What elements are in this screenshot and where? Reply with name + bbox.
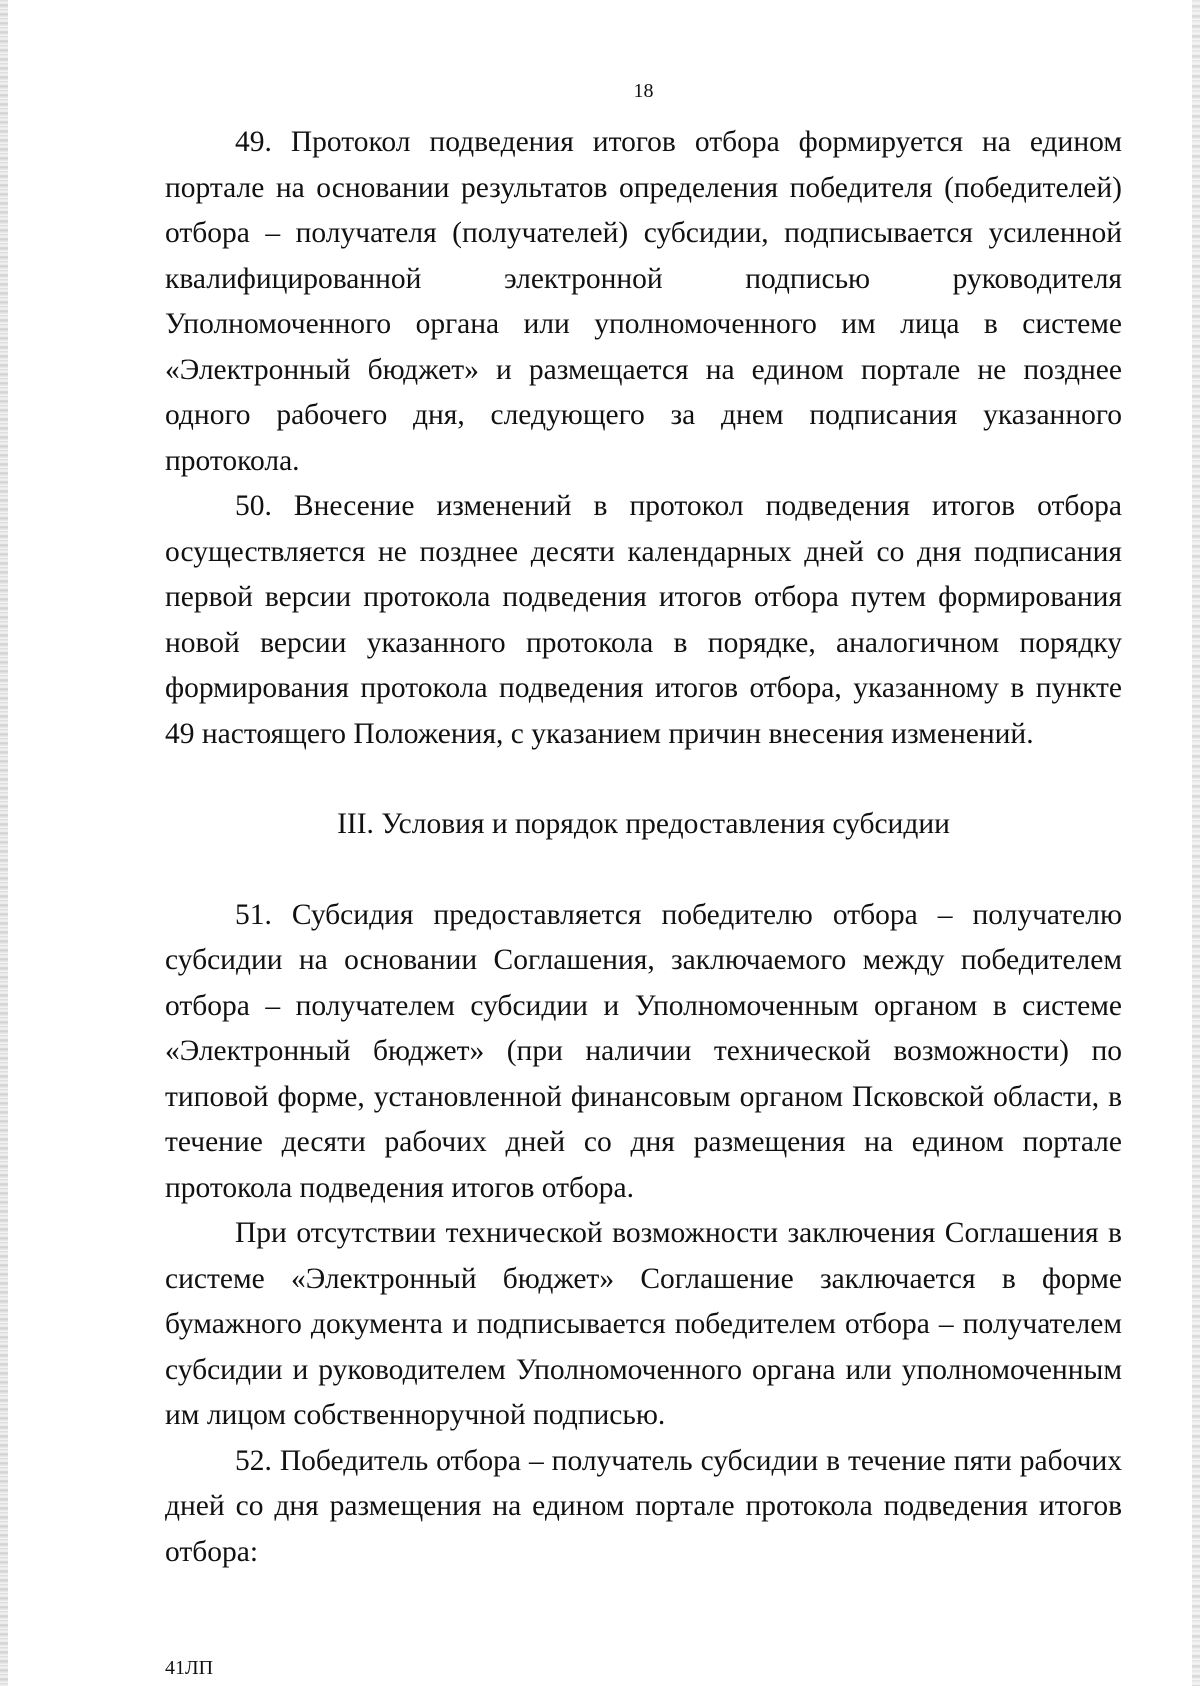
document-code: 41ЛП	[165, 1657, 214, 1679]
section-title: III. Условия и порядок предоставления субсидии	[337, 808, 950, 840]
paragraph-49: 49. Протокол подведения итогов отбора формируется на едином портале на основании результатов определения победителя (победителей) отбора – получателя (получателей) субсидии, подписывается усиленной квалифицированной электронной подписью руководителя Уполномоченного органа или уполномоченного им лица в системе «Электронный бюджет» и размещается на едином портале не позднее одного рабочего дня, следующего за днем подписания указанного протокола.	[165, 126, 1122, 477]
scan-edge-left	[0, 0, 8, 1686]
paragraph-51-continuation: При отсутствии технической возможности заключения Соглашения в системе «Электронный бюджет» Соглашение заключается в форме бумажного документа и подписывается победителем отбора – получателем субсидии и руководителем Уполномоченного органа или уполномоченным им лицом собственноручной подписью.	[165, 1217, 1122, 1431]
page-number: 18	[633, 80, 654, 102]
paragraph-50: 50. Внесение изменений в протокол подведения итогов отбора осуществляется не позднее десяти календарных дней со дня подписания первой версии протокола подведения итогов отбора путем формирования новой версии указанного протокола в порядке, аналогичном порядку формирования протокола подведения итогов отбора, указанному в пункте 49 настоящего Положения, с указанием причин внесения изменений.	[165, 490, 1122, 750]
document-body	[165, 120, 1122, 1575]
paragraph-52: 52. Победитель отбора – получатель субсидии в течение пяти рабочих дней со дня размещения на едином портале протокола подведения итогов отбора:	[165, 1444, 1122, 1568]
paragraph-51: 51. Субсидия предоставляется победителю отбора – получателю субсидии на основании Соглашения, заключаемого между победителем отбора – получателем субсидии и Уполномоченным органом в системе «Электронный бюджет» (при наличии технической возможности) по типовой форме, установленной финансовым органом Псковской области, в течение десяти рабочих дней со дня размещения на едином портале протокола подведения итогов отбора.	[165, 898, 1122, 1204]
scan-edge-right	[1192, 0, 1200, 1686]
